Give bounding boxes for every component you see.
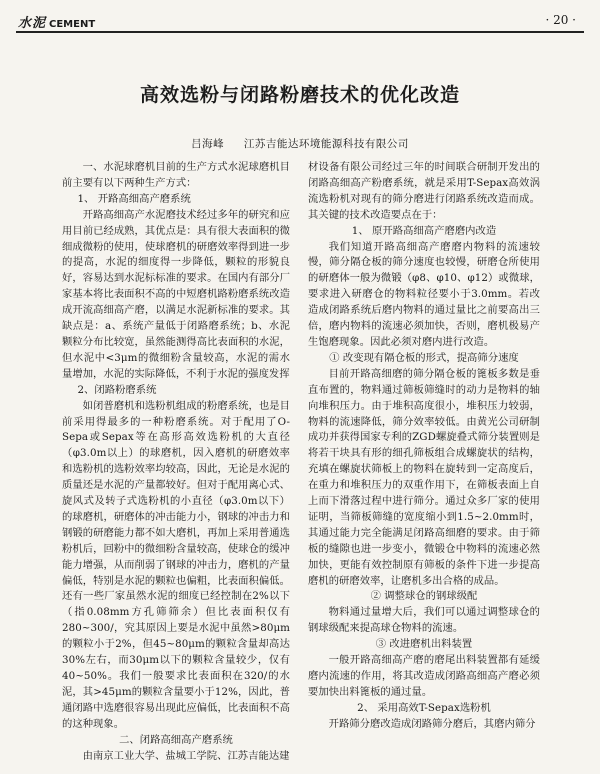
subsection-heading: ① 改变现有隔仓板的形式，提高筛分速度 — [329, 351, 519, 364]
article-title: 高效选粉与闭路粉磨技术的优化改造 — [139, 84, 460, 106]
paragraph: 我们知道开路高细高产磨磨内物料的流速较慢，筛分隔仓板的筛分速度也较慢，研磨仓所使用的研磨体一般为微锻（φ8、φ10、φ12）或微球，要求进入研磨仓的物料粒径要小于3.0mm。若改造成闭路系统后磨内物料的通过量比之前要高出三倍，磨内物料的流速必须加快，否则，磨机极易产生饱磨现象。因此必须对磨内进行改造。 — [308, 240, 540, 348]
section-heading: 2、闭路粉磨系统 — [77, 383, 157, 396]
left-column — [62, 160, 290, 764]
brand-english: CEMENT — [49, 19, 96, 30]
paragraph: 开路筛分磨改造成闭路筛分磨后，其磨内筛分 — [328, 717, 536, 730]
byline — [0, 136, 600, 151]
paragraph: 材设备有限公司经过三年的时间联合研制开发出的闭路高细高产粉磨系统，就是采用T-Sepax高效涡流选粉机对现有的筛分磨进行闭路系统改造而成。其关键的技术改造要点在于： — [308, 161, 540, 221]
brand-chinese: 水泥 — [18, 16, 47, 31]
paragraph: 一般开路高细高产磨的磨尾出料装置都有延缓磨内流速的作用，将其改造成闭路高细高产磨必须要加快出料篦板的通过量。 — [308, 654, 540, 698]
paragraph: 目前开路高细磨的筛分隔仓板的篦板多数是垂直布置的，物料通过筛板筛缝时的动力是物料的轴向堆积压力。由于堆积高度很小，堆积压力较弱，物料的流速降低，筛分效率较低。由黄光公司研制成功并获得国家专利的ZGD螺旋叠式筛分装置则是将若干块具有形的细孔筛板组合成螺旋状的结构，充填在螺旋状筛板上的物料在旋转到一定高度后，在重力和堆积压力的双重作用下，在筛板表面上自上而下滑落过程中进行筛分。通过众多厂家的使用证明，当筛板筛缝的宽度缩小到1.5~2.0mm时，其通过能力完全能满足闭路高细磨的要求。由于筛板的缝隙也进一步变小，微锻仓中物料的流速必然加快，更能有效控制原有筛板的条件下进一步提高磨机的研磨效率，让磨机多出合格的成品。 — [308, 367, 540, 587]
subsection-heading: 1、 原开路高细高产磨磨内改造 — [351, 224, 497, 237]
subsection-heading: 二、闭路高细高产磨系统 — [119, 733, 233, 746]
author-affiliation: 江苏吉能达环境能源科技有限公司 — [243, 138, 409, 150]
subsection-heading: 2、 采用高效T-Sepax选粉机 — [357, 701, 491, 714]
paragraph: 开路高细高产水泥磨技术经过多年的研究和应用目前已经成熟，其优点是：具有很大表面积的微细成微粉的使用，使球磨机的研磨效率得到进一步的提高，水泥的细度得一步降低，颗粒的形貌良好，容易达到水泥标标准的要求。在国内有部分厂家基本将比表面积不高的中短磨机路粉磨系统改造成开流高细高产磨，以满足水泥新标准的要求。其缺点是：a、系统产量低于闭路磨系统；b、水泥颗粒分布比较宽，虽然能测得高比表面积的水泥，但水泥中<3μm的微细粉含量较高，水泥的需水量增加，水泥的实际降低，不利于水泥的强度发挥 — [62, 208, 290, 380]
subsection-heading: ② 调整球仓的钢球级配 — [370, 590, 478, 603]
right-column — [308, 160, 540, 733]
header-rule — [16, 31, 584, 33]
subsection-heading: ③ 改进磨机出料装置 — [375, 638, 473, 651]
paragraph: 如闭普磨机和选粉机组成的粉磨系统，也是目前采用得最多的一种粉磨系统。对于配用了O-Sepa或Sepax等在高形高效选粉机的大直径（φ3.0m以上）的球磨机，因入磨机的研磨效率和选粉机的选粉效率均较高，因此，无论是水泥的质量还是水泥的产量都较好。但对于配用离心式、旋风式及转子式选粉机的小直径（φ3.0m以下）的球磨机，研磨体的冲击能力小，钢球的冲击力和钢锻的研磨能力都不如大磨机，再加上采用普通选粉机后，回粉中的微细粉含量较高，使球仓的缓冲能力增强，从而削弱了钢球的冲击力，磨机的产量偏低，特别是水泥的颗粒也偏粗，比表面积偏低。还有一些厂家虽然水泥的细度已经控制在2%以下（指0.08mm方孔筛筛余）但比表面积仅有280~300/，究其原因上要是水泥中虽然>80μm的颗粒小于2%，但45~80μm的颗粒含量却高达30%左右，而30μm以下的颗粒含量较少，仅有40~50%。我们一般要求比表面积在320/的水泥，其>45μm的颗粒含量要小于12%，因此，普通闭路中选磨很容易出现此应偏低，比表面积不高的这种现象。 — [62, 399, 290, 730]
author-name: 吕海峰 — [191, 138, 225, 150]
paragraph: 一、水泥球磨机目前的生产方式水泥球磨机目前主要有以下两种生产方式： — [62, 161, 290, 189]
masthead — [0, 0, 600, 34]
journal-brand — [18, 12, 95, 31]
paragraph: 物料通过量增大后，我们可以通过调整球仓的钢球级配来提高球仓物料的流速。 — [308, 606, 540, 635]
section-heading: 1、 开路高细高产磨系统 — [77, 192, 191, 205]
paragraph: 由南京工业大学、盐城工学院、江苏吉能达建 — [82, 749, 290, 762]
page-number: · 20 · — [545, 13, 576, 27]
